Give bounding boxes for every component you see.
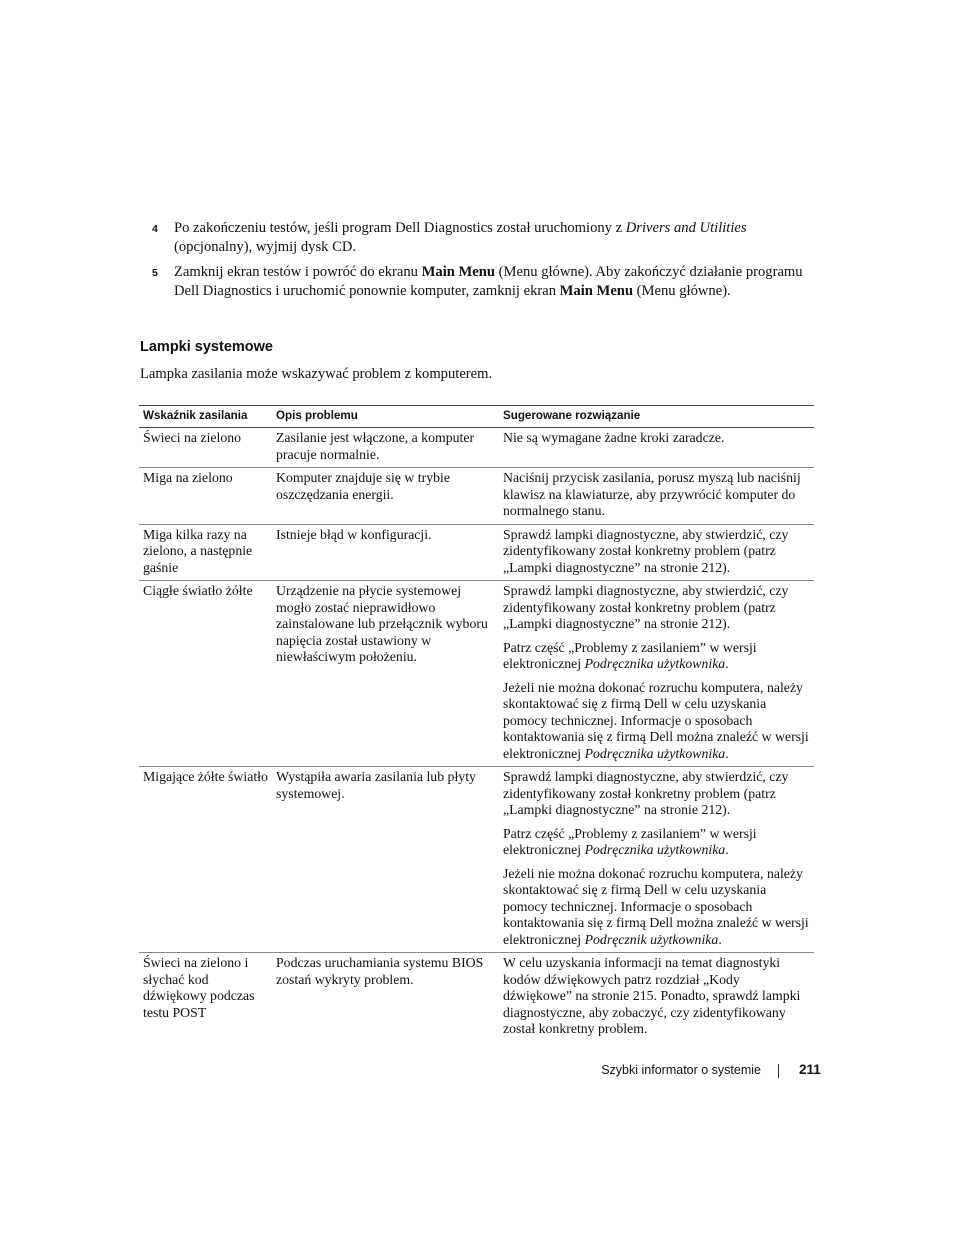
step-text-bold: Main Menu: [559, 283, 634, 299]
solution-paragraph: Patrz część „Problemy z zasilaniem” w wersji elektronicznej Podręcznika użytkownika.: [503, 639, 757, 671]
power-light-table: [139, 405, 814, 1042]
step-text-italic: Drivers and Utilities: [625, 220, 747, 236]
solution-text: Jeżeli nie można dokonać rozruchu komputera, należy skontaktować się z firmą Dell w celu uzyskania pomocy technicznej. Informacje o sposobach kontaktowania się z firmą Dell można znaleźć w wersji elektronicznej: [503, 679, 809, 761]
solution-paragraph: Sprawdź lampki diagnostyczne, aby stwierdzić, czy zidentyfikowany został konkretny problem (patrz „Lampki diagnostyczne” na stronie 212).: [503, 769, 789, 817]
cell-problem: Komputer znajduje się w trybie oszczędzania energii.: [272, 468, 499, 525]
cell-indicator: Ciągłe światło żółte: [139, 581, 272, 767]
table-row: [139, 524, 814, 581]
cell-solution: [499, 524, 814, 581]
cell-problem: Wystąpiła awaria zasilania lub płyty systemowej.: [272, 767, 499, 953]
cell-solution: [499, 468, 814, 525]
step-number: 4: [152, 223, 158, 235]
solution-paragraph: Sprawdź lampki diagnostyczne, aby stwierdzić, czy zidentyfikowany został konkretny problem (patrz „Lampki diagnostyczne” na stronie 212).: [503, 526, 789, 575]
manual-reference: Podręcznika użytkownika: [584, 842, 726, 857]
page-number: 211: [799, 1062, 821, 1077]
section-intro: Lampka zasilania może wskazywać problem z komputerem.: [140, 366, 493, 382]
solution-paragraph: Nie są wymagane żadne kroki zaradcze.: [503, 430, 725, 445]
footer-divider: [778, 1064, 779, 1078]
column-header: Opis problemu: [272, 406, 499, 428]
cell-indicator: Świeci na zielono i słychać kod dźwiękowy podczas testu POST: [143, 955, 255, 1020]
step-text-bold: Main Menu: [421, 264, 495, 280]
table-row: [139, 953, 814, 1042]
column-header: Wskaźnik zasilania: [139, 406, 272, 428]
cell-solution: [499, 767, 814, 953]
solution-paragraph: W celu uzyskania informacji na temat diagnostyki kodów dźwiękowych patrz rozdział „Kody dźwiękowe” na stronie 215. Ponadto, sprawdź lampki diagnostyczne, aby zobaczyć, czy zidentyfikowany został konkretny problem.: [503, 955, 801, 1036]
solution-text: Patrz część „Problemy z zasilaniem” w wersji elektronicznej: [503, 639, 757, 671]
footer-section-title: Szybki informator o systemie: [601, 1063, 761, 1077]
cell-solution: [499, 581, 814, 767]
solution-paragraph: Jeżeli nie można dokonać rozruchu komputera, należy skontaktować się z firmą Dell w celu uzyskania pomocy technicznej. Informacje o sposobach kontaktowania się z firmą Dell można znaleźć w wersji elektronicznej Podręcznika użytkownika.: [503, 679, 809, 761]
solution-paragraph: Sprawdź lampki diagnostyczne, aby stwierdzić, czy zidentyfikowany został konkretny problem (patrz „Lampki diagnostyczne” na stronie 212).: [503, 583, 789, 631]
step-number: 5: [152, 267, 158, 279]
table-header-row: [139, 406, 814, 428]
step-text-part: Zamknij ekran testów i powróć do ekranu: [174, 264, 422, 280]
cell-indicator: Migające żółte światło: [139, 767, 272, 953]
cell-indicator: Świeci na zielono: [139, 428, 272, 468]
table-row: [139, 428, 814, 468]
manual-reference: Podręcznika użytkownika: [584, 656, 726, 671]
cell-problem: Istnieje błąd w konfiguracji.: [272, 524, 499, 581]
section-heading: Lampki systemowe: [140, 339, 273, 355]
cell-solution: [499, 428, 814, 468]
cell-solution: [499, 953, 814, 1042]
step-text-part: (opcjonalny), wyjmij dysk CD.: [174, 239, 357, 255]
table-row: [139, 767, 814, 953]
manual-reference: Podręcznik użytkownika: [584, 931, 719, 947]
step-text-part: Po zakończeniu testów, jeśli program Dell Diagnostics został uruchomiony z: [174, 220, 626, 236]
table-row: [139, 468, 814, 525]
table-row: [139, 581, 814, 767]
solution-paragraph: Jeżeli nie można dokonać rozruchu komputera, należy skontaktować się z firmą Dell w celu uzyskania pomocy technicznej. Informacje o sposobach kontaktowania się z firmą Dell można znaleźć w wersji elektronicznej Podręcznik użytkownika.: [503, 865, 809, 947]
solution-paragraph: Patrz część „Problemy z zasilaniem” w wersji elektronicznej Podręcznika użytkownika.: [503, 825, 757, 857]
step-text-part: (Menu główne). Aby zakończyć działanie programu Dell Diagnostics i uruchomić ponownie komputer, zamknij ekran: [174, 264, 803, 299]
step-text: [174, 263, 812, 301]
cell-indicator: Miga na zielono: [139, 468, 272, 525]
cell-problem: Podczas uruchamiania systemu BIOS zostań wykryty problem.: [276, 955, 484, 987]
solution-paragraph: Naciśnij przycisk zasilania, porusz myszą lub naciśnij klawisz na klawiaturze, aby przywrócić komputer do normalnego stanu.: [503, 470, 801, 518]
solution-text: Jeżeli nie można dokonać rozruchu komputera, należy skontaktować się z firmą Dell w celu uzyskania pomocy technicznej. Informacje o sposobach kontaktowania się z firmą Dell można znaleźć w wersji elektronicznej: [503, 865, 809, 947]
solution-text: Patrz część „Problemy z zasilaniem” w wersji elektronicznej: [503, 825, 757, 857]
step-text: [174, 219, 812, 257]
manual-reference: Podręcznika użytkownika: [584, 745, 726, 761]
cell-problem: Zasilanie jest włączone, a komputer pracuje normalnie.: [272, 428, 499, 468]
step-text-part: (Menu główne).: [633, 283, 731, 299]
page-footer: [0, 1062, 954, 1082]
cell-indicator: Miga kilka razy na zielono, a następnie gaśnie: [139, 524, 272, 581]
cell-problem: Urządzenie na płycie systemowej mogło zostać nieprawidłowo zainstalowane lub przełącznik wyboru napięcia został ustawiony w niewłaściwym położeniu.: [272, 581, 499, 767]
column-header: Sugerowane rozwiązanie: [499, 406, 814, 428]
